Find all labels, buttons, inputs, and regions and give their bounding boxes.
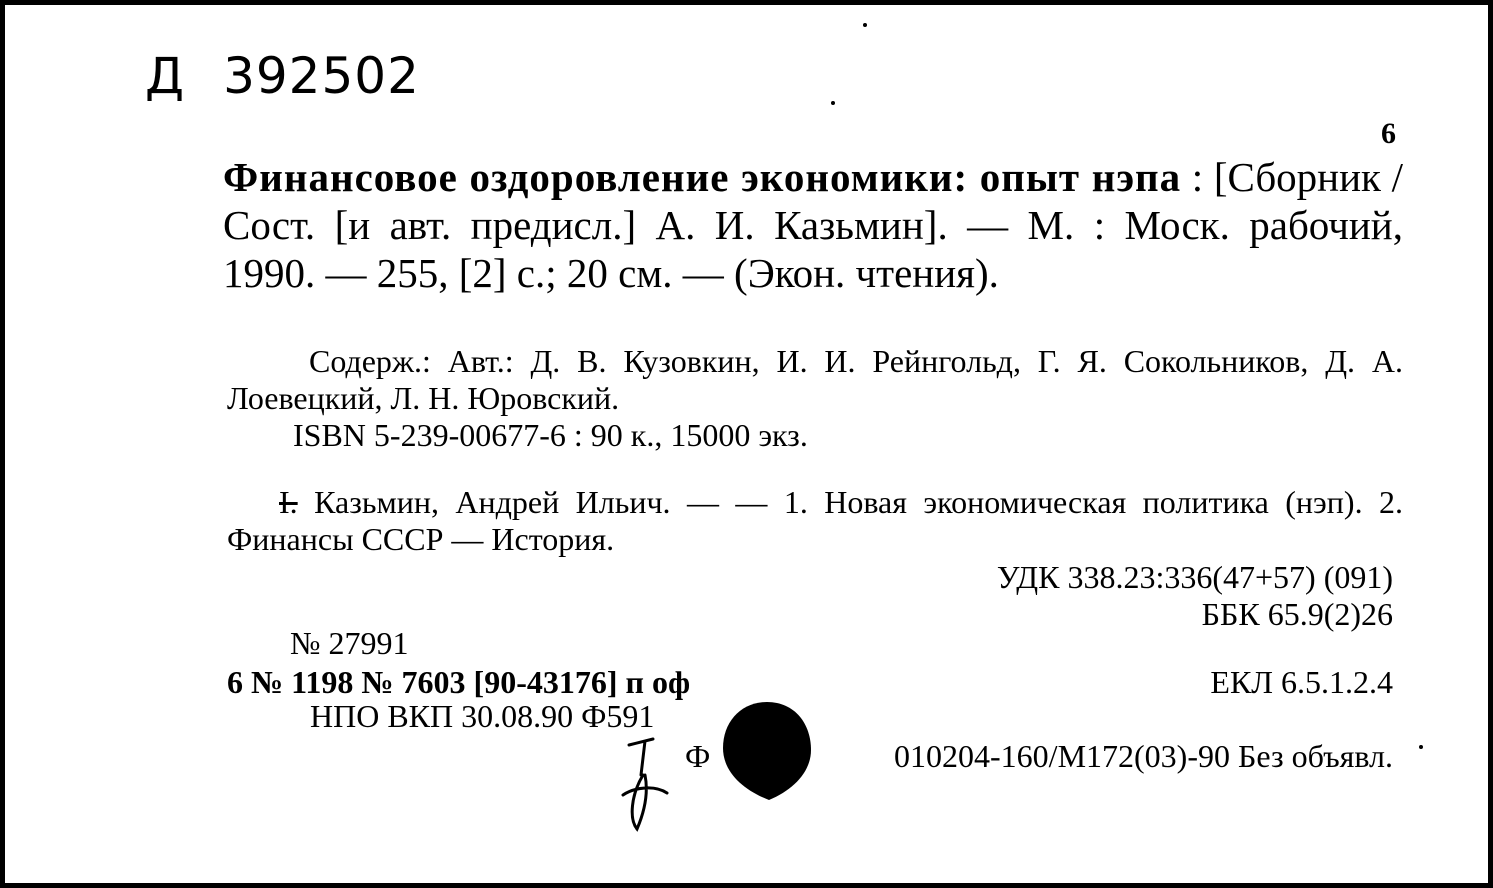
speck bbox=[1419, 745, 1423, 749]
tracings bbox=[227, 484, 1403, 558]
call-number-prefix: Д bbox=[145, 47, 186, 105]
handwritten-mark-text: 7 bbox=[615, 735, 616, 736]
tracing-number: I. bbox=[279, 484, 298, 520]
call-number bbox=[145, 47, 420, 105]
bibliographic-description bbox=[223, 153, 1403, 297]
tracing-text: Казьмин, Андрей Ильич. — — 1. Новая экономическая политика (нэп). 2. Финансы СССР — История. bbox=[227, 484, 1403, 557]
ink-stamp-blot bbox=[723, 700, 811, 800]
handwritten-mark bbox=[615, 735, 675, 835]
book-title: Финансовое оздоровление экономики: опыт нэпа bbox=[223, 154, 1182, 200]
call-number-value: 392502 bbox=[223, 47, 420, 105]
f-code-line: 010204-160/М172(03)-90 Без объявл. bbox=[894, 738, 1393, 774]
speck bbox=[863, 23, 867, 27]
contents-text: Содерж.: Авт.: Д. В. Кузовкин, И. И. Рейнгольд, Г. Я. Сокольников, Д. А. Лоевецкий, Л. Н. Юровский. bbox=[227, 343, 1403, 416]
speck bbox=[831, 101, 835, 105]
ekl-code: ЕКЛ 6.5.1.2.4 bbox=[1210, 664, 1393, 700]
udk-code: УДК 338.23:336(47+57) (091) bbox=[996, 559, 1393, 595]
f-prefix: Ф bbox=[685, 738, 711, 774]
npo-line: НПО ВКП 30.08.90 Ф591 bbox=[310, 698, 655, 734]
contents-note bbox=[227, 343, 1403, 454]
publication-details: : [Сборник / Сост. [и авт. предисл.] А. И. Казьмин]. — М. : Моск. рабочий, 1990. — 255, [2] с.; 20 см. — (Экон. чтения). bbox=[223, 154, 1403, 296]
record-number: № 27991 bbox=[290, 625, 409, 661]
sheet-number: 6 bbox=[1381, 117, 1396, 150]
isbn-line: ISBN 5-239-00677-6 : 90 к., 15000 экз. bbox=[293, 417, 808, 453]
bbk-code: ББК 65.9(2)26 bbox=[1201, 596, 1393, 632]
order-line: 6 № 1198 № 7603 [90-43176] п оф bbox=[227, 664, 691, 700]
